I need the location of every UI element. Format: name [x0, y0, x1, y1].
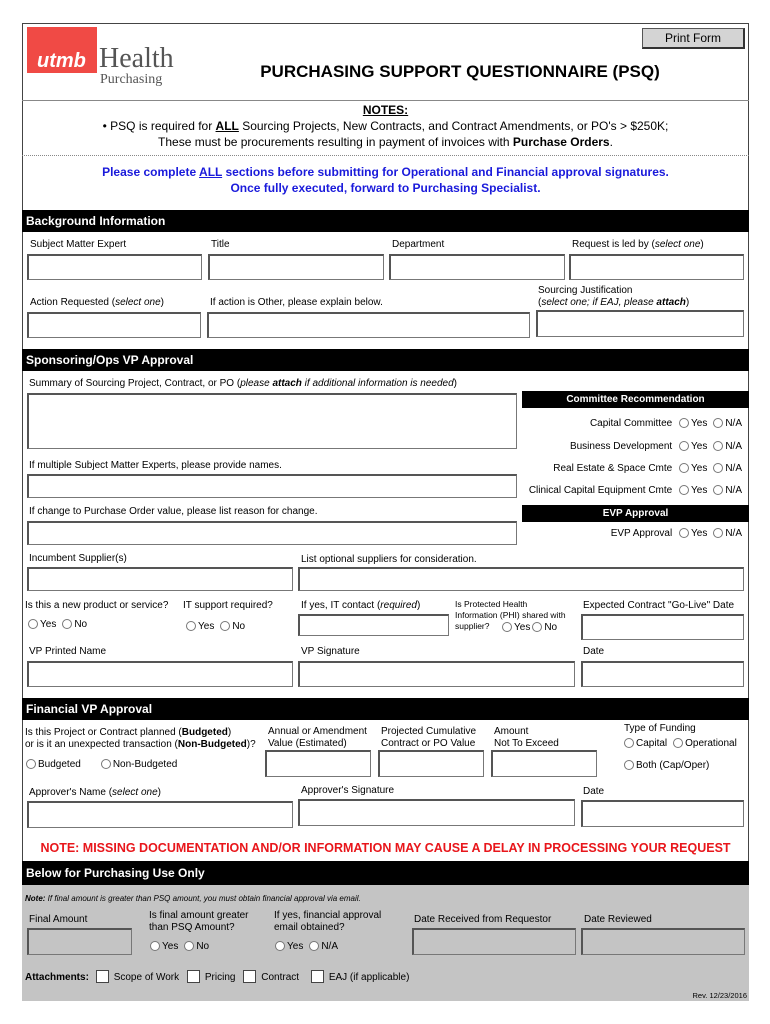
- logo-mark-text: utmb: [37, 50, 86, 72]
- bullet: •: [102, 119, 111, 133]
- evp-approval-header: EVP Approval: [522, 505, 749, 522]
- projected-value-field[interactable]: [378, 750, 484, 777]
- committee-recommendation-header: Committee Recommendation: [522, 391, 749, 408]
- label-funding-type: Type of Funding: [624, 723, 696, 734]
- action-requested-select[interactable]: [27, 312, 201, 338]
- label-approver-date: Date: [583, 786, 605, 797]
- label-action-other: If action is Other, please explain below.: [210, 297, 383, 308]
- new-product-yes-radio[interactable]: [28, 619, 38, 629]
- operational-funding-radio[interactable]: [673, 738, 683, 748]
- purchasing-note: Note: If final amount is greater than PSQ amount, you must obtain financial approval via email.: [25, 894, 361, 903]
- divider: [22, 155, 749, 156]
- label-email-2: email obtained?: [274, 922, 345, 933]
- incumbent-supplier-field[interactable]: [27, 567, 293, 591]
- label-annual-2: Value (Estimated): [268, 738, 347, 749]
- date-reviewed-field[interactable]: [581, 928, 745, 955]
- label-amount-1: Amount: [494, 726, 529, 737]
- notes-line-2: These must be procurements resulting in payment of invoices with Purchase Orders.: [158, 135, 613, 149]
- new-product-radio-group: Yes No: [28, 619, 87, 631]
- optional-suppliers-field[interactable]: [298, 567, 744, 591]
- greater-no-radio[interactable]: [184, 941, 194, 951]
- budgeted-radio[interactable]: [26, 759, 36, 769]
- label-it-support: IT support required?: [183, 600, 273, 611]
- label-incumbent: Incumbent Supplier(s): [29, 553, 127, 564]
- po-change-field[interactable]: [27, 521, 517, 545]
- label-greater-2: than PSQ Amount?: [149, 922, 235, 933]
- logo-sub: Purchasing: [100, 72, 163, 87]
- label-projected-2: Contract or PO Value: [381, 738, 476, 749]
- label-sourcing-justification-sub: (select one; if EAJ, please attach): [538, 297, 690, 308]
- clinical-capital-na-radio[interactable]: [713, 485, 723, 495]
- committee-row-real-estate: Real Estate & Space Cmte Yes N/A: [553, 463, 742, 474]
- page-title: PURCHASING SUPPORT QUESTIONNAIRE (PSQ): [260, 62, 660, 81]
- label-phi-2: Information (PHI) shared with: [455, 610, 566, 620]
- committee-row-capital: Capital Committee Yes N/A: [589, 418, 742, 429]
- business-development-na-radio[interactable]: [713, 441, 723, 451]
- label-budget-question-1: Is this Project or Contract planned (Budgeted): [25, 727, 232, 738]
- pricing-checkbox[interactable]: [187, 970, 200, 983]
- committee-row-clinical-capital: Clinical Capital Equipment Cmte Yes N/A: [528, 485, 742, 496]
- label-phi-3: supplier?: [455, 621, 490, 631]
- label-annual-1: Annual or Amendment: [268, 726, 367, 737]
- clinical-capital-yes-radio[interactable]: [679, 485, 689, 495]
- label-budget-question-2: or is it an unexpected transaction (Non-Budgeted)?: [25, 739, 256, 750]
- attachments-row: Attachments: Scope of Work Pricing Contract EAJ (if applicable): [25, 972, 410, 983]
- evp-approval-yes-radio[interactable]: [679, 528, 689, 538]
- capital-committee-na-radio[interactable]: [713, 418, 723, 428]
- new-product-no-radio[interactable]: [62, 619, 72, 629]
- divider: [22, 100, 749, 101]
- email-yes-radio[interactable]: [275, 941, 285, 951]
- evp-approval-row: EVP Approval Yes N/A: [610, 528, 742, 539]
- revision-date: Rev. 12/23/2016: [692, 991, 747, 1000]
- section-sponsoring-ops-vp-approval: Sponsoring/Ops VP Approval: [22, 349, 749, 371]
- scope-of-work-checkbox[interactable]: [96, 970, 109, 983]
- label-approver-name: Approver's Name (select one): [29, 787, 161, 798]
- phi-no-radio[interactable]: [532, 622, 542, 632]
- non-budgeted-radio[interactable]: [101, 759, 111, 769]
- phi-radio-group: Yes No: [502, 622, 557, 634]
- label-greater-1: Is final amount greater: [149, 910, 249, 921]
- label-it-contact: If yes, IT contact (required): [301, 600, 421, 611]
- phi-yes-radio[interactable]: [502, 622, 512, 632]
- it-support-radio-group: Yes No: [186, 621, 245, 633]
- it-support-yes-radio[interactable]: [186, 621, 196, 631]
- label-department: Department: [392, 239, 445, 250]
- go-live-date-field[interactable]: [581, 614, 744, 640]
- real-estate-yes-radio[interactable]: [679, 463, 689, 473]
- label-request-led-by: Request is led by (select one): [572, 239, 704, 250]
- label-new-product: Is this a new product or service?: [25, 600, 169, 611]
- date-received-field[interactable]: [412, 928, 576, 955]
- request-led-by-select[interactable]: [569, 254, 744, 280]
- section-background-information: Background Information: [22, 210, 749, 232]
- it-contact-field[interactable]: [298, 614, 449, 636]
- capital-committee-yes-radio[interactable]: [679, 418, 689, 428]
- label-vp-date: Date: [583, 646, 605, 657]
- notes-heading: NOTES:: [362, 103, 409, 117]
- vp-date-field[interactable]: [581, 661, 744, 687]
- vp-signature-field[interactable]: [298, 661, 575, 687]
- department-field[interactable]: [389, 254, 565, 280]
- evp-approval-na-radio[interactable]: [713, 528, 723, 538]
- subject-matter-expert-field[interactable]: [27, 254, 202, 280]
- label-go-live: Expected Contract "Go-Live" Date: [583, 600, 735, 611]
- print-form-button[interactable]: Print Form: [642, 28, 745, 49]
- funding-radio-group: Capital Operational: [624, 738, 737, 750]
- label-vp-name: VP Printed Name: [29, 646, 107, 657]
- label-optional-suppliers: List optional suppliers for consideration.: [301, 554, 477, 565]
- label-po-change: If change to Purchase Order value, please list reason for change.: [29, 506, 318, 517]
- eaj-checkbox[interactable]: [311, 970, 324, 983]
- label-subject-matter-expert: Subject Matter Expert: [30, 239, 127, 250]
- business-development-yes-radio[interactable]: [679, 441, 689, 451]
- label-phi-1: Is Protected Health: [455, 599, 528, 609]
- label-final-amount: Final Amount: [29, 914, 88, 925]
- vp-printed-name-field[interactable]: [27, 661, 293, 687]
- capital-funding-radio[interactable]: [624, 738, 634, 748]
- instruction-line-1: Please complete ALL sections before submitting for Operational and Financial approval signatures.: [102, 165, 669, 179]
- contract-checkbox[interactable]: [243, 970, 256, 983]
- section-financial-vp-approval: Financial VP Approval: [22, 698, 749, 720]
- logo: [27, 27, 177, 87]
- committee-row-business-development: Business Development Yes N/A: [569, 441, 742, 452]
- annual-value-field[interactable]: [265, 750, 371, 777]
- missing-documentation-warning: NOTE: MISSING DOCUMENTATION AND/OR INFORMATION MAY CAUSE A DELAY IN PROCESSING YOUR REQUEST: [40, 841, 731, 855]
- greater-yes-radio[interactable]: [150, 941, 160, 951]
- label-action-requested: Action Requested (select one): [30, 297, 164, 308]
- approver-date-field[interactable]: [581, 800, 744, 827]
- amount-not-to-exceed-field[interactable]: [491, 750, 597, 777]
- instruction-line-2: Once fully executed, forward to Purchasing Specialist.: [230, 181, 541, 195]
- label-approver-signature: Approver's Signature: [301, 785, 395, 796]
- multiple-sme-field[interactable]: [27, 474, 517, 498]
- label-vp-signature: VP Signature: [301, 646, 360, 657]
- both-funding-group: Both (Cap/Oper): [624, 760, 709, 772]
- label-date-received: Date Received from Requestor: [414, 914, 552, 925]
- final-amount-field[interactable]: [27, 928, 132, 955]
- approver-name-select[interactable]: [27, 801, 293, 828]
- action-other-field[interactable]: [207, 312, 530, 338]
- label-email-1: If yes, financial approval: [274, 910, 382, 921]
- approver-signature-field[interactable]: [298, 799, 575, 826]
- label-sourcing-justification: Sourcing Justification: [538, 285, 633, 296]
- notes-line-1: • PSQ is required for ALL Sourcing Projects, New Contracts, and Contract Amendments, or PO's > $250K;: [102, 119, 669, 133]
- label-date-reviewed: Date Reviewed: [584, 914, 652, 925]
- label-projected-1: Projected Cumulative: [381, 726, 477, 737]
- both-funding-radio[interactable]: [624, 760, 634, 770]
- label-title: Title: [211, 239, 230, 250]
- greater-radio-group: Yes No: [150, 941, 209, 953]
- real-estate-na-radio[interactable]: [713, 463, 723, 473]
- logo-word: Health: [99, 43, 174, 74]
- label-amount-2: Not To Exceed: [494, 738, 559, 749]
- section-purchasing-use-only: Below for Purchasing Use Only: [22, 861, 749, 885]
- label-summary: Summary of Sourcing Project, Contract, or PO (please attach if additional information is needed): [29, 378, 457, 389]
- it-support-no-radio[interactable]: [220, 621, 230, 631]
- email-radio-group: Yes N/A: [275, 941, 338, 953]
- summary-textarea[interactable]: [27, 393, 517, 449]
- budget-radio-group: Budgeted Non-Budgeted: [26, 759, 177, 771]
- title-field[interactable]: [208, 254, 384, 280]
- email-na-radio[interactable]: [309, 941, 319, 951]
- sourcing-justification-select[interactable]: [536, 310, 744, 337]
- label-multiple-sme: If multiple Subject Matter Experts, please provide names.: [29, 460, 282, 471]
